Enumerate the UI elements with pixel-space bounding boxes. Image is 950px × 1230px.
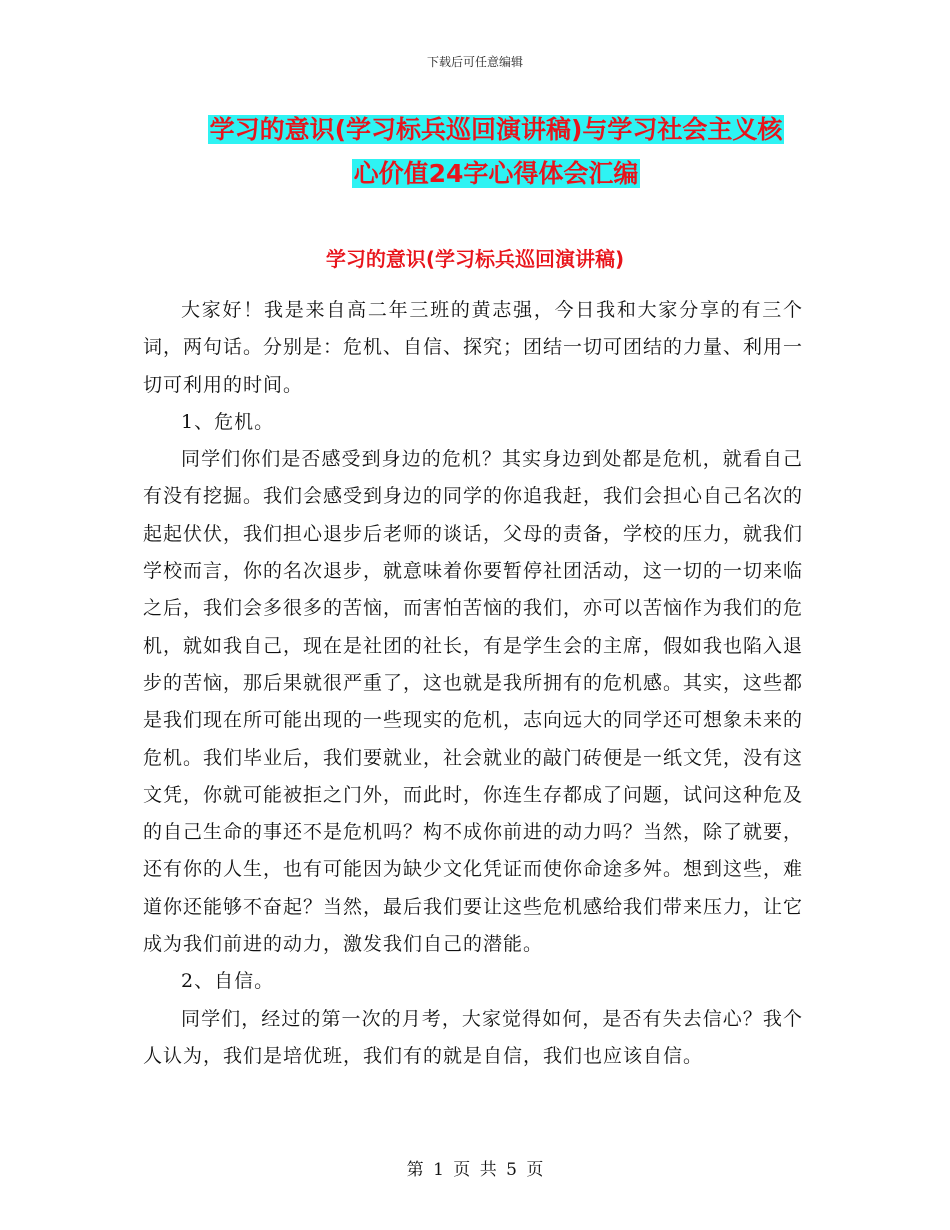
paragraph-crisis: 同学们你们是否感受到身边的危机？其实身边到处都是危机，就看自己有没有挖掘。我们会感受到身边的同学的你追我赶，我们会担心自己名次的起起伏伏，我们担心退步后老师的谈话，父母的责备，学校的压力，就我们学校而言，你的名次退步，就意味着你要暂停社团活动，这一切的一切来临之后，我们会多很多的苦恼，而害怕苦恼的我们，亦可以苦恼作为我们的危机，就如我自己，现在是社团的社长，有是学生会的主席，假如我也陷入退步的苦恼，那后果就很严重了，这也就是我所拥有的危机感。其实，这些都是我们现在所可能出现的一些现实的危机，志向远大的同学还可想象未来的危机。我们毕业后，我们要就业，社会就业的敲门砖便是一纸文凭，没有这文凭，你就可能被拒之门外，而此时，你连生存都成了问题，试问这种危及的自己生命的事还不是危机吗？构不成你前进的动力吗？当然，除了就要，还有你的人生，也有可能因为缺少文化凭证而使你命途多舛。想到这些，难道你还能够不奋起？当然，最后我们要让这些危机感给我们带来压力，让它成为我们前进的动力，激发我们自己的潜能。: [143, 448, 804, 956]
section-title: 学习的意识(学习标兵巡回演讲稿): [325, 247, 625, 271]
title-highlight-1: 学习的意识(学习标兵巡回演讲稿)与学习社会主义核: [209, 115, 783, 144]
header-note: 下载后可任意编辑: [426, 55, 523, 69]
title-highlight-2: 心价值24字心得体会汇编: [353, 159, 639, 188]
paragraph-confidence: 同学们，经过的第一次的月考，大家觉得如何，是否有失去信心？我个人认为，我们是培优班，我们有的就是自信，我们也应该自信。: [143, 1007, 803, 1067]
document-title-line-1: [190, 108, 802, 152]
body-text: [143, 292, 803, 1075]
paragraph-greeting: 大家好！我是来自高二年三班的黄志强，今日我和大家分享的有三个词，两句话。分别是：危机、自信、探究；团结一切可团结的力量、利用一切可利用的时间。: [143, 299, 804, 396]
heading-crisis: 1、危机。: [181, 410, 275, 433]
document-title-line-2: [190, 152, 802, 196]
page-number: 第 1 页 共 5 页: [406, 1160, 544, 1180]
heading-confidence: 2、自信。: [181, 970, 275, 993]
